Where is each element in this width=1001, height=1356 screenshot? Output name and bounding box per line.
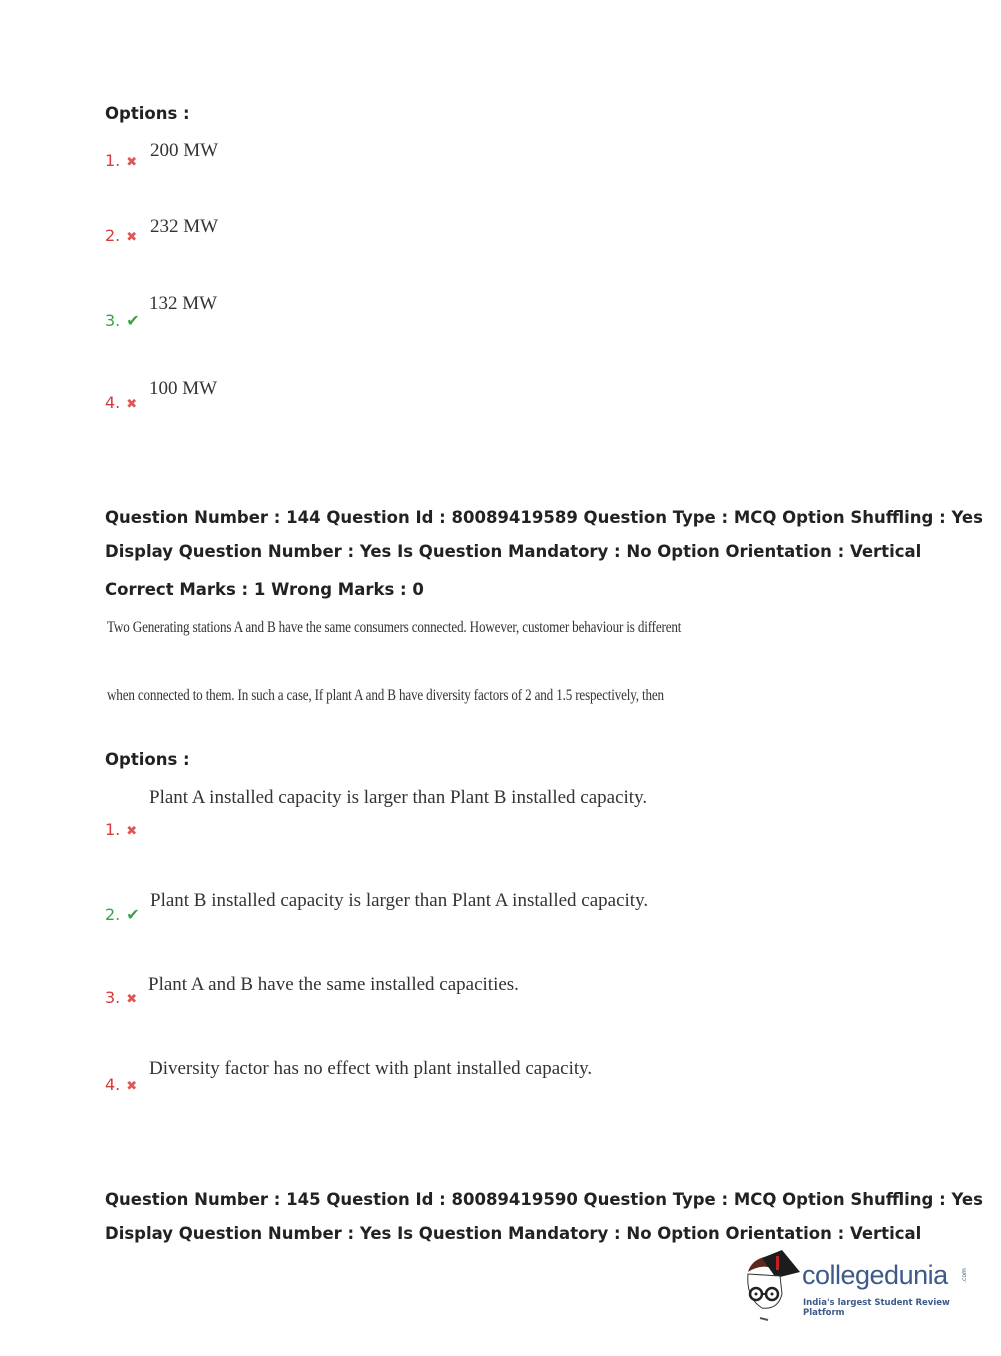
option-4-text: Diversity factor has no effect with plant installed capacity.: [149, 1058, 593, 1079]
question-text-line2: when connected to them. In such a case, If plant A and B have diversity factors of 2 and 1.5 respectively, then: [107, 687, 664, 704]
option-1-text: Plant A installed capacity is larger than Plant B installed capacity.: [149, 787, 648, 808]
cross-icon: ✖: [126, 155, 138, 170]
q145-meta-line1: Question Number : 145 Question Id : 80089419590 Question Type : MCQ Option Shuffling : Yes: [105, 1190, 983, 1209]
option-3-marker: [105, 988, 137, 1007]
cross-icon: ✖: [126, 230, 138, 245]
option-3-marker: [105, 311, 140, 330]
option-number: 2.: [105, 905, 121, 924]
cross-icon: ✖: [126, 824, 138, 839]
mascot-icon: [742, 1250, 802, 1325]
options-heading: Options :: [105, 750, 190, 769]
collegedunia-logo: [742, 1250, 972, 1325]
q144-marks: Correct Marks : 1 Wrong Marks : 0: [105, 580, 424, 599]
cross-icon: ✖: [126, 1079, 138, 1094]
option-4-marker: [105, 1075, 137, 1094]
option-2-text: Plant B installed capacity is larger than Plant A installed capacity.: [150, 890, 649, 911]
question-text-line1: Two Generating stations A and B have the same consumers connected. However, customer behaviour is different: [107, 619, 682, 636]
option-1-text: 200 MW: [150, 140, 219, 161]
option-number: 3.: [105, 988, 121, 1007]
logo-suffix: .com: [960, 1268, 968, 1283]
cross-icon: ✖: [126, 992, 138, 1007]
option-number: 4.: [105, 1075, 121, 1094]
q145-meta-line2: Display Question Number : Yes Is Question Mandatory : No Option Orientation : Vertical: [105, 1224, 922, 1243]
q144-meta-line2: Display Question Number : Yes Is Question Mandatory : No Option Orientation : Vertical: [105, 542, 922, 561]
options-heading: Options :: [105, 104, 190, 123]
option-number: 1.: [105, 151, 121, 170]
option-2-text: 232 MW: [150, 216, 219, 237]
option-1-marker: [105, 151, 137, 170]
option-number: 4.: [105, 393, 121, 412]
option-number: 3.: [105, 311, 121, 330]
option-4-marker: [105, 393, 137, 412]
option-3-text: Plant A and B have the same installed capacities.: [148, 974, 519, 995]
option-2-marker: [105, 905, 140, 924]
option-number: 2.: [105, 226, 121, 245]
cross-icon: ✖: [126, 397, 138, 412]
logo-tagline: India's largest Student Review Platform: [803, 1298, 950, 1318]
q144-meta-line1: Question Number : 144 Question Id : 80089419589 Question Type : MCQ Option Shuffling : Yes: [105, 508, 983, 527]
check-icon: ✔: [126, 905, 140, 924]
option-4-text: 100 MW: [149, 378, 218, 399]
option-2-marker: [105, 226, 137, 245]
option-3-text: 132 MW: [149, 293, 218, 314]
option-1-marker: [105, 820, 137, 839]
logo-brand: collegedunia: [802, 1260, 948, 1290]
check-icon: ✔: [126, 311, 140, 330]
option-number: 1.: [105, 820, 121, 839]
